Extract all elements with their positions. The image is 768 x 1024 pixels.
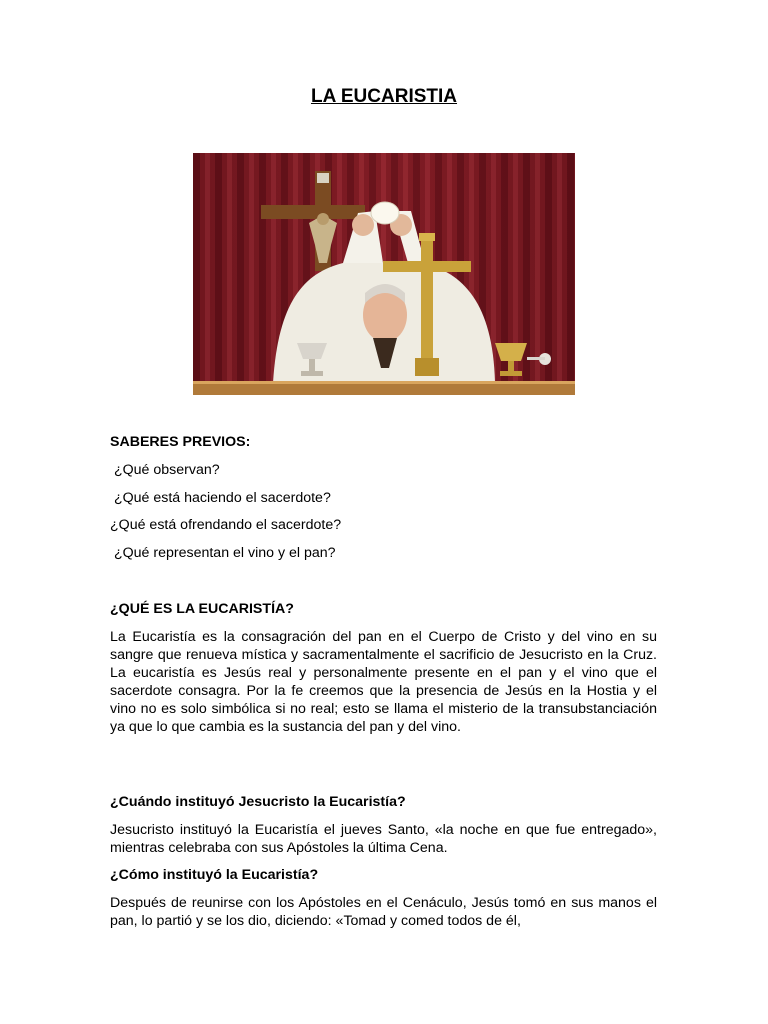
saberes-heading: SABERES PREVIOS:	[110, 434, 251, 450]
como-paragraph: Después de reunirse con los Apóstoles en el Cenáculo, Jesús tomó en sus manos el pan, lo partió y se los dio, diciendo: «Tomad y comed todos de él,	[110, 895, 657, 929]
question-item: ¿Qué observan?	[110, 462, 220, 478]
que-es-heading: ¿QUÉ ES LA EUCARISTÍA?	[110, 601, 294, 617]
question-item: ¿Qué representan el vino y el pan?	[110, 545, 336, 561]
que-es-paragraph: La Eucaristía es la consagración del pan en el Cuerpo de Cristo y del vino en su sangre que renueva mística y sacramentalmente el sacrificio de Jesucristo en la Cruz. La eucaristía es Jesús real y personalmente presente en el pan y el vino que el sacerdote consagra. Por la fe creemos que la presencia de Jesús en la Hostia y el vino no es solo simbólica si no real; esto se llama el misterio de la transubstanciación ya que lo que cambia es la sustancia del pan y del vino.	[110, 629, 657, 735]
cuando-heading: ¿Cuándo instituyó Jesucristo la Eucaristía?	[110, 794, 406, 810]
cuando-paragraph: Jesucristo instituyó la Eucaristía el jueves Santo, «la noche en que fue entregado», mientras celebraba con sus Apóstoles la última Cena.	[110, 822, 657, 856]
host-icon	[371, 202, 399, 224]
eucharist-photo	[193, 153, 575, 395]
question-item: ¿Qué está ofrendando el sacerdote?	[110, 517, 342, 533]
como-heading: ¿Cómo instituyó la Eucaristía?	[110, 867, 319, 883]
question-item: ¿Qué está haciendo el sacerdote?	[110, 490, 331, 506]
page-title: LA EUCARISTIA	[310, 86, 458, 107]
